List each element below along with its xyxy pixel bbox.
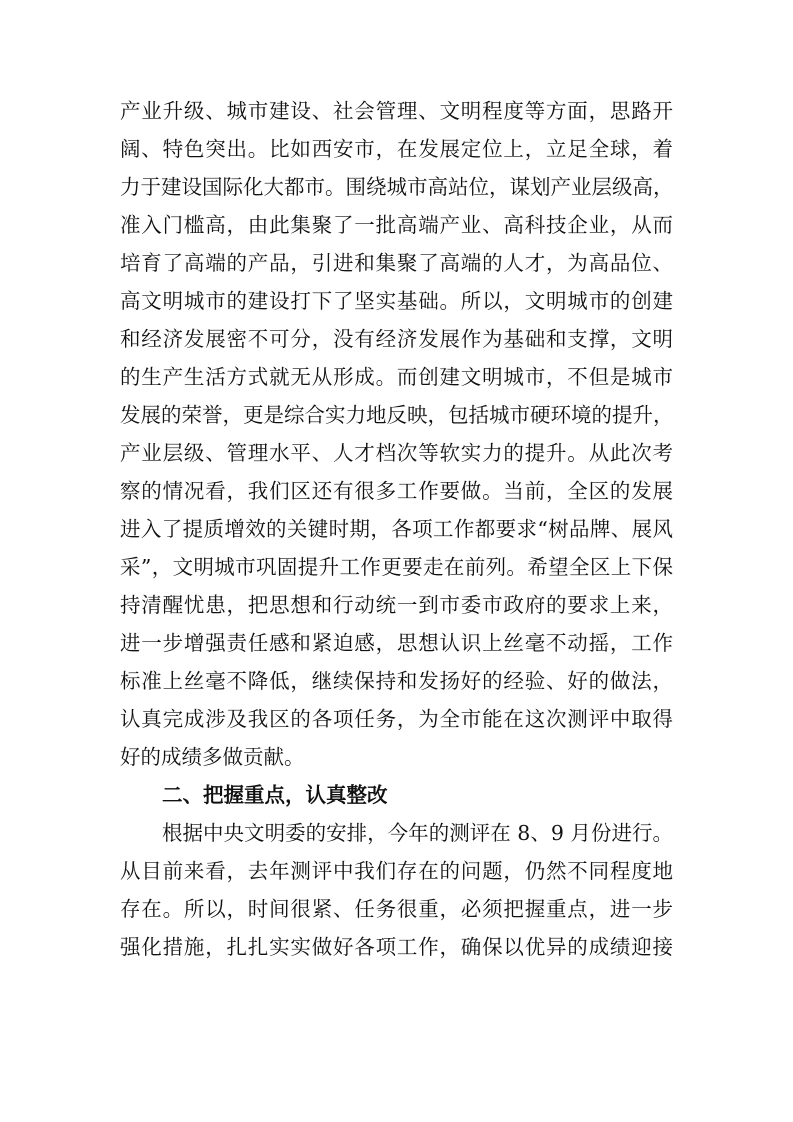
paragraph-line: 力于建设国际化大都市。围绕城市高站位，谋划产业层级高， xyxy=(120,175,674,199)
paragraph-line: 好的成绩多做贡献。 xyxy=(120,745,305,769)
paragraph-line: 和经济发展密不可分，没有经济发展作为基础和支撑，文明 xyxy=(120,327,673,351)
paragraph-line: 进一步增强责任感和紧迫感，思想认识上丝毫不动摇，工作 xyxy=(120,631,673,655)
paragraph-line: 存在。所以，时间很紧、任务很重，必须把握重点，进一步 xyxy=(120,897,673,921)
paragraph-line: 高文明城市的建设打下了坚实基础。所以，文明城市的创建 xyxy=(120,289,673,313)
paragraph-line: 察的情况看，我们区还有很多工作要做。当前，全区的发展 xyxy=(120,479,673,503)
paragraph-line: 强化措施，扎扎实实做好各项工作，确保以优异的成绩迎接 xyxy=(120,935,673,959)
paragraph-line: 阔、特色突出。比如西安市，在发展定位上，立足全球，着 xyxy=(120,137,673,161)
paragraph-line: 从目前来看，去年测评中我们存在的问题，仍然不同程度地 xyxy=(120,859,673,883)
paragraph-line: 培育了高端的产品，引进和集聚了高端的人才，为高品位、 xyxy=(120,251,673,275)
paragraph-line: 准入门槛高，由此集聚了一批高端产业、高科技企业，从而 xyxy=(120,213,673,237)
paragraph-line: 进入了提质增效的关键时期，各项工作都要求“树品牌、展风 xyxy=(120,517,673,541)
paragraph-line: 产业升级、城市建设、社会管理、文明程度等方面，思路开 xyxy=(120,99,673,123)
paragraph-line: 根据中央文明委的安排，今年的测评在 8、9 月份进行。 xyxy=(162,821,673,845)
paragraph-line: 产业层级、管理水平、人才档次等软实力的提升。从此次考 xyxy=(120,441,673,465)
paragraph-line: 的生产生活方式就无从形成。而创建文明城市，不但是城市 xyxy=(120,365,673,389)
paragraph-line: 发展的荣誉，更是综合实力地反映，包括城市硬环境的提升， xyxy=(120,403,674,427)
section-heading: 二、把握重点，认真整改 xyxy=(162,783,388,807)
paragraph-line: 标准上丝毫不降低，继续保持和发扬好的经验、好的做法， xyxy=(120,669,673,693)
paragraph-line: 认真完成涉及我区的各项任务，为全市能在这次测评中取得 xyxy=(120,707,673,731)
paragraph-line: 持清醒忧患，把思想和行动统一到市委市政府的要求上来， xyxy=(120,593,673,617)
paragraph-line: 采”，文明城市巩固提升工作更要走在前列。希望全区上下保 xyxy=(120,555,673,579)
